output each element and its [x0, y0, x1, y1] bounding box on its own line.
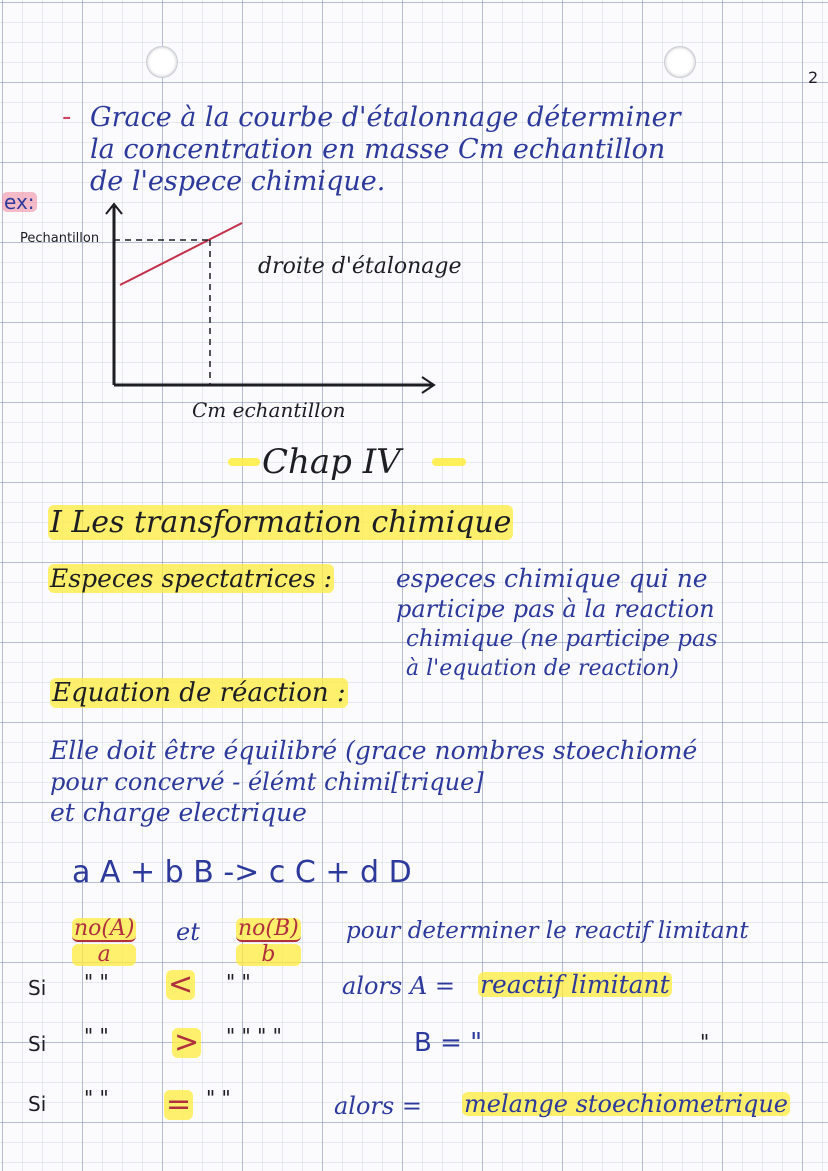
rule-result: melange stoechiometrique — [464, 1090, 789, 1118]
calibration-line: Grace à la courbe d'étalonnage déterminer — [90, 102, 681, 133]
spectators-def-3: chimique (ne participe pas — [406, 626, 718, 652]
rule-ditto: " " — [206, 1086, 231, 1110]
chapter-title: Chap IV — [262, 442, 401, 482]
rule-si: Si — [28, 1032, 47, 1056]
section-title-text: I Les transformation chimique — [50, 505, 512, 540]
bullet-dash: - — [62, 102, 72, 132]
page-number: 2 — [808, 68, 819, 87]
ratio-b-numerator: no(B) — [238, 916, 299, 941]
ratio-b — [236, 918, 301, 966]
spectators-term — [48, 566, 334, 591]
graph-x-label: Cm echantillon — [192, 398, 346, 422]
ratio-purpose: pour determiner le reactif limitant — [346, 918, 749, 944]
graph-line-label: droite d'étalonage — [258, 254, 462, 279]
calibration-line-plot — [120, 223, 242, 285]
example-label: ex: — [4, 190, 35, 214]
concentration-line: la concentration en masse Cm echantillon — [90, 134, 666, 165]
graph-y-label: Pechantillon — [20, 231, 100, 246]
rule-ditto: " " — [226, 970, 251, 994]
rule-ditto: " " — [84, 1086, 109, 1110]
spectators-def-4: à l'equation de reaction) — [406, 656, 679, 681]
rule-operator-equal: = — [166, 1087, 192, 1122]
rule-operator-less: < — [168, 967, 194, 1002]
ratio-b-denominator: b — [236, 944, 301, 966]
rule-result-prefix: alors A = — [342, 972, 455, 1000]
spectators-def-2: participe pas à la reaction — [396, 595, 715, 623]
ratio-a-denominator: a — [72, 944, 136, 966]
rule-result-prefix: B = " — [414, 1028, 483, 1058]
ratio-a — [72, 918, 136, 966]
ratio-and: et — [176, 918, 200, 946]
rule-result: " — [700, 1030, 710, 1054]
rule-result-prefix: alors = — [334, 1092, 422, 1120]
rule-si: Si — [28, 976, 47, 1000]
spectators-def-1: especes chimique qui ne — [396, 564, 708, 593]
rule-ditto: " " — [84, 1024, 109, 1048]
rule-result: reactif limitant — [480, 970, 670, 999]
rule-ditto: " " " " — [226, 1024, 282, 1048]
equation-body-3: et charge electrique — [50, 798, 307, 827]
equation-heading-text: Equation de réaction : — [52, 678, 346, 708]
ratio-a-numerator: no(A) — [74, 916, 135, 941]
equation-body-2: pour concervé - élémt chimi[trique] — [50, 768, 484, 796]
espece-line: de l'espece chimique. — [90, 166, 386, 197]
rule-operator-greater: > — [174, 1025, 200, 1060]
rule-si: Si — [28, 1092, 47, 1116]
spectators-term-text: Especes spectatrices : — [50, 564, 333, 593]
reaction-equation: a A + b B -> c C + d D — [72, 855, 412, 890]
rule-ditto: " " — [84, 970, 109, 994]
equation-body-1: Elle doit être équilibré (grace nombres stoechiomé — [50, 736, 698, 765]
section-title — [48, 505, 513, 540]
equation-heading — [50, 680, 348, 706]
